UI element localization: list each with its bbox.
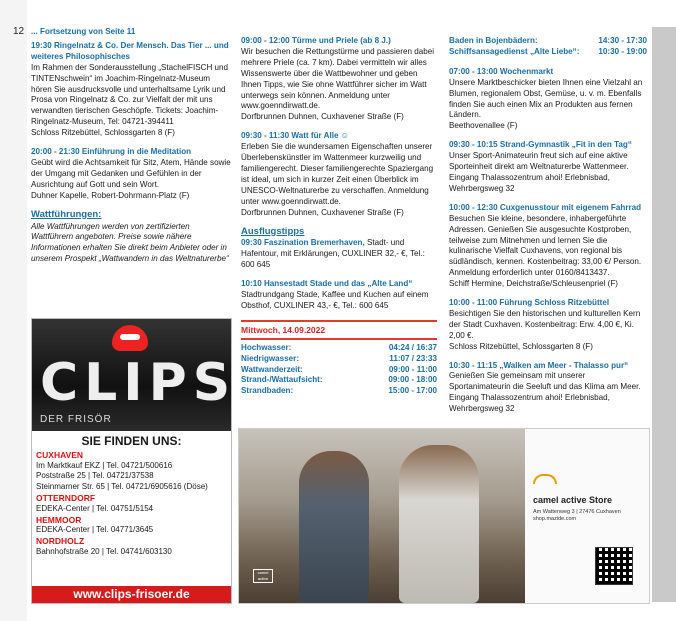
- clips-city: OTTERNDORF: [36, 492, 96, 503]
- clips-address: Bahnhofstraße 20 | Tel. 04741/603130: [36, 546, 172, 556]
- event-title: 10:00 - 12:30 Cuxgenusstour mit eigenem Fahrrad: [449, 202, 642, 212]
- section-heading-wattfuehrungen: Wattführungen:: [31, 208, 102, 220]
- event-text: Wir besuchen die Rettungstürme und passieren dabei mehrere Priele (ca. 7 km). Dabei vermitteln wir alles Wissenswerte über die Wattbewohner und geben Ihnen Tipps, wie Sie ohne Wattführer sicher im Watt unterwegs sein können. Anmeldung unter www.goenndirwatt.de.: [241, 46, 435, 111]
- event-title: 09:30 - 10:15 Strand-Gymnastik „Fit in den Tag“: [449, 140, 632, 150]
- camel-store-address: [533, 509, 621, 523]
- date-heading: Mittwoch, 14.09.2022: [241, 324, 326, 335]
- clips-city: HEMMOOR: [36, 514, 82, 525]
- continuation-note: ... Fortsetzung von Seite 11: [31, 27, 136, 36]
- trip-title: 10:10 Hansestadt Stade und das „Alte Land“: [241, 279, 413, 289]
- tide-label: Strand-/Wattaufsicht:: [241, 375, 323, 385]
- event-location: Beethovenallee (F): [449, 121, 518, 131]
- event-title: 10:30 - 11:15 „Walken am Meer - Thalasso pur“: [449, 360, 629, 370]
- tide-value: 09:00 - 18:00: [388, 375, 437, 385]
- event-location: Dorfbrunnen Duhnen, Cuxhavener Straße (F): [241, 112, 404, 122]
- event-tuerme-priele: [241, 36, 437, 123]
- tide-value: 09:00 - 11:00: [388, 364, 437, 374]
- event-text: Im Rahmen der Sonderausstellung „StachelFISCH und TINTENschwein“ im Joachim-Ringelnatz-Museum hören Sie ausdrucksvolle und unterhaltsame Lyrik und Prosa von Ringelnatz & Co. zur Vielfalt der mit uns verwandten tierischen Geschöpfe. Tickets: Joachim-Ringelnatz-Museum, Tel: 04721-394411: [31, 62, 229, 127]
- schedule-label: Schiffsansagedienst „Alte Liebe“:: [449, 46, 580, 56]
- tide-label: Strandbaden:: [241, 386, 294, 396]
- event-text: Unsere Marktbeschicker bieten Ihnen eine Vielzahl an Blumen, regionalem Obst, Gemüse, u. v. m. Ebenfalls finden Sie auch einen Mix an Produkten aus fernen Ländern.: [449, 77, 643, 120]
- event-text: Geübt wird die Achtsamkeit für Sitz, Atem, Hände sowie der Umgang mit Gedanken und Gefühlen in der Ausrichtung auf Gott und sein Wort.: [31, 157, 231, 189]
- tide-row: [241, 343, 437, 354]
- schedule-value: 14:30 - 17:30: [598, 36, 647, 45]
- event-strand-gymnastik: [449, 140, 647, 195]
- event-location: Schloss Ritzebüttel, Schlossgarten 8 (F): [31, 128, 175, 138]
- schedule-row: [449, 47, 647, 58]
- date-divider: [241, 320, 437, 322]
- event-title: 09:00 - 12:00 Türme und Priele (ab 8 J.): [241, 36, 391, 45]
- tide-value: 04:24 / 16:37: [388, 342, 437, 352]
- column-2: [241, 27, 437, 397]
- clips-headline: SIE FINDEN UNS:: [81, 434, 182, 448]
- clips-advertisement: [31, 318, 237, 604]
- event-location: Schloss Ritzebüttel, Schlossgarten 8 (F): [449, 341, 593, 351]
- clips-address: EDEKA-Center | Tel. 04771/3645: [36, 525, 154, 535]
- event-text: Besuchen Sie kleine, besondere, inhabergeführte Adressen. Genießen Sie ausgesuchte Kostproben, teilweise zum Mitnehmen und lernen Sie die kulinarische Vielfalt Cuxhavens, von regional bis südländisch, kennen. Kostenbeitrag: 33,00 €/ Person. Anmeldung erforderlich unter 0160/8413437.: [449, 213, 642, 278]
- model-woman-image: [399, 445, 479, 603]
- event-wochenmarkt: [449, 67, 647, 132]
- section-heading-ausflugstipps: Ausflugstipps: [241, 225, 305, 237]
- event-walken-am-meer: [449, 361, 647, 416]
- camel-logo-icon: [533, 474, 557, 484]
- clips-website-link[interactable]: www.clips-frisoer.de: [32, 586, 231, 603]
- event-text: Besichtigen Sie den historischen und kulturellen Kern der Stadt Cuxhaven. Kostenbeitrag: Erw. 4,00 €, Ki. 2,00 €.: [449, 308, 641, 340]
- clips-city: CUXHAVEN: [36, 449, 84, 460]
- column-1: [31, 27, 231, 265]
- clips-wordmark: CLIPS: [40, 353, 237, 413]
- clips-banner: [32, 319, 237, 431]
- event-title: 10:00 - 11:00 Führung Schloss Ritzebüttel: [449, 298, 610, 308]
- trip-text: Stadtrundgang Stade, Kaffee und Kuchen auf einem Obsthof, CUXLINER 43,- €, Tel.: 600 645: [241, 290, 429, 310]
- event-title: 07:00 - 13:00 Wochenmarkt: [449, 66, 554, 76]
- trip-bremerhaven: [241, 238, 437, 271]
- event-cuxgenusstour: [449, 203, 647, 290]
- event-schloss-fuehrung: [449, 298, 647, 353]
- clips-address: Steinmarner Str. 65 | Tel. 04721/6905616 (Döse): [36, 482, 208, 492]
- trip-title: 09:30 Faszination Bremerhaven,: [241, 238, 365, 248]
- camel-ad-photo: [239, 429, 525, 603]
- tide-value: 15:00 - 17:00: [388, 386, 437, 396]
- event-location: Eingang Thalassozentrum ahoi! Erlebnisbad, Wehrbergsweg 32: [449, 393, 610, 414]
- tide-label: Niedrigwasser:: [241, 353, 300, 363]
- event-location: Schiff Hermine, Deichstraße/Schleusenpriel (F): [449, 279, 618, 289]
- clips-subtitle: DER FRISÖR: [40, 414, 112, 425]
- clips-address: Poststraße 25 | Tel. 04721/37538: [36, 471, 154, 481]
- tide-table: [241, 343, 437, 398]
- event-location: Dorfbrunnen Duhnen, Cuxhavener Straße (F): [241, 207, 404, 217]
- wattfuehrungen-note: Alle Wattführungen werden von zertifizierten Wattführern angeboten. Preise sowie nähere Informationen erhalten Sie direkt beim Anbieter oder in unserem Prospekt „Wattwandern in das Weltnaturerbe“: [31, 221, 229, 264]
- clips-city: NORDHOLZ: [36, 536, 85, 547]
- right-margin-bar: [652, 27, 676, 602]
- schedule-label: Baden in Bojenbädern:: [449, 36, 538, 45]
- clips-address: EDEKA-Center | Tel. 04751/5154: [36, 503, 154, 513]
- tide-value: 11:07 / 23:33: [389, 353, 437, 363]
- tide-label: Hochwasser:: [241, 342, 292, 352]
- trip-stade: [241, 279, 437, 312]
- trip-text: Stadt- und Hafentour, mit Erklärungen, CUXLINER 32,- €, Tel.: 600 645: [241, 238, 425, 270]
- schedule-row: [449, 36, 647, 47]
- camel-website[interactable]: shop.mazide.com: [533, 516, 577, 522]
- event-title: 20:00 - 21:30 Einführung in die Meditation: [31, 147, 192, 157]
- model-man-image: [299, 451, 369, 603]
- event-title: 09:30 - 11:30 Watt für Alle ☺: [241, 131, 349, 141]
- event-title: 19:30 Ringelnatz & Co. Der Mensch. Das Tier ... und weiteres Philosophisches: [31, 40, 229, 61]
- event-location: Eingang Thalassozentrum ahoi! Erlebnisbad, Wehrbergsweg 32: [449, 172, 610, 193]
- tide-row: [241, 375, 437, 386]
- clips-address: Im Marktkauf EKZ | Tel. 04721/500616: [36, 460, 173, 470]
- tide-row: [241, 354, 437, 365]
- event-meditation: [31, 147, 231, 202]
- camel-badge-logo: camel active: [253, 569, 273, 583]
- schedule-value: 10:30 - 19:00: [598, 46, 647, 56]
- column-3: [449, 27, 647, 423]
- camel-active-advertisement: [238, 428, 650, 604]
- event-location: Duhner Kapelle, Robert-Dohrmann-Platz (F): [31, 190, 190, 200]
- clips-locations: [32, 431, 231, 561]
- tide-row: [241, 386, 437, 397]
- date-divider: [241, 338, 437, 340]
- tide-row: [241, 365, 437, 376]
- left-margin-stripe: [0, 0, 27, 621]
- tide-label: Wattwanderzeit:: [241, 364, 303, 374]
- page-number: 12: [13, 26, 25, 37]
- qr-code-icon[interactable]: [595, 547, 633, 585]
- event-text: Unser Sport-Animateurin freut sich auf eine aktive Sporteinheit direkt am Weltnaturerbe Wattenmeer.: [449, 151, 629, 172]
- clips-logo-icon: [112, 325, 148, 351]
- camel-address-line: Am Wattenweg 3 | 27476 Cuxhaven: [533, 509, 621, 515]
- event-text: Erleben Sie die wundersamen Eigenschaften unserer Überlebenskünstler im Wattenmeer kurzweilig und familiengerecht. Dieser familiengerechte Spaziergang ist ideal, um sich in kurzer Zeit einen Überblick im UNESCO-Weltnaturerbe zu verschaffen. Anmeldung unter www.goenndirwatt.de.: [241, 142, 434, 206]
- event-watt-fuer-alle: [241, 131, 437, 218]
- event-ringelnatz: [31, 41, 231, 139]
- camel-store-name: camel active Store: [533, 495, 613, 505]
- event-text: Genießen Sie gemeinsam mit unserer Sportanimateurin die Seeluft und das Klima am Meer.: [449, 371, 641, 392]
